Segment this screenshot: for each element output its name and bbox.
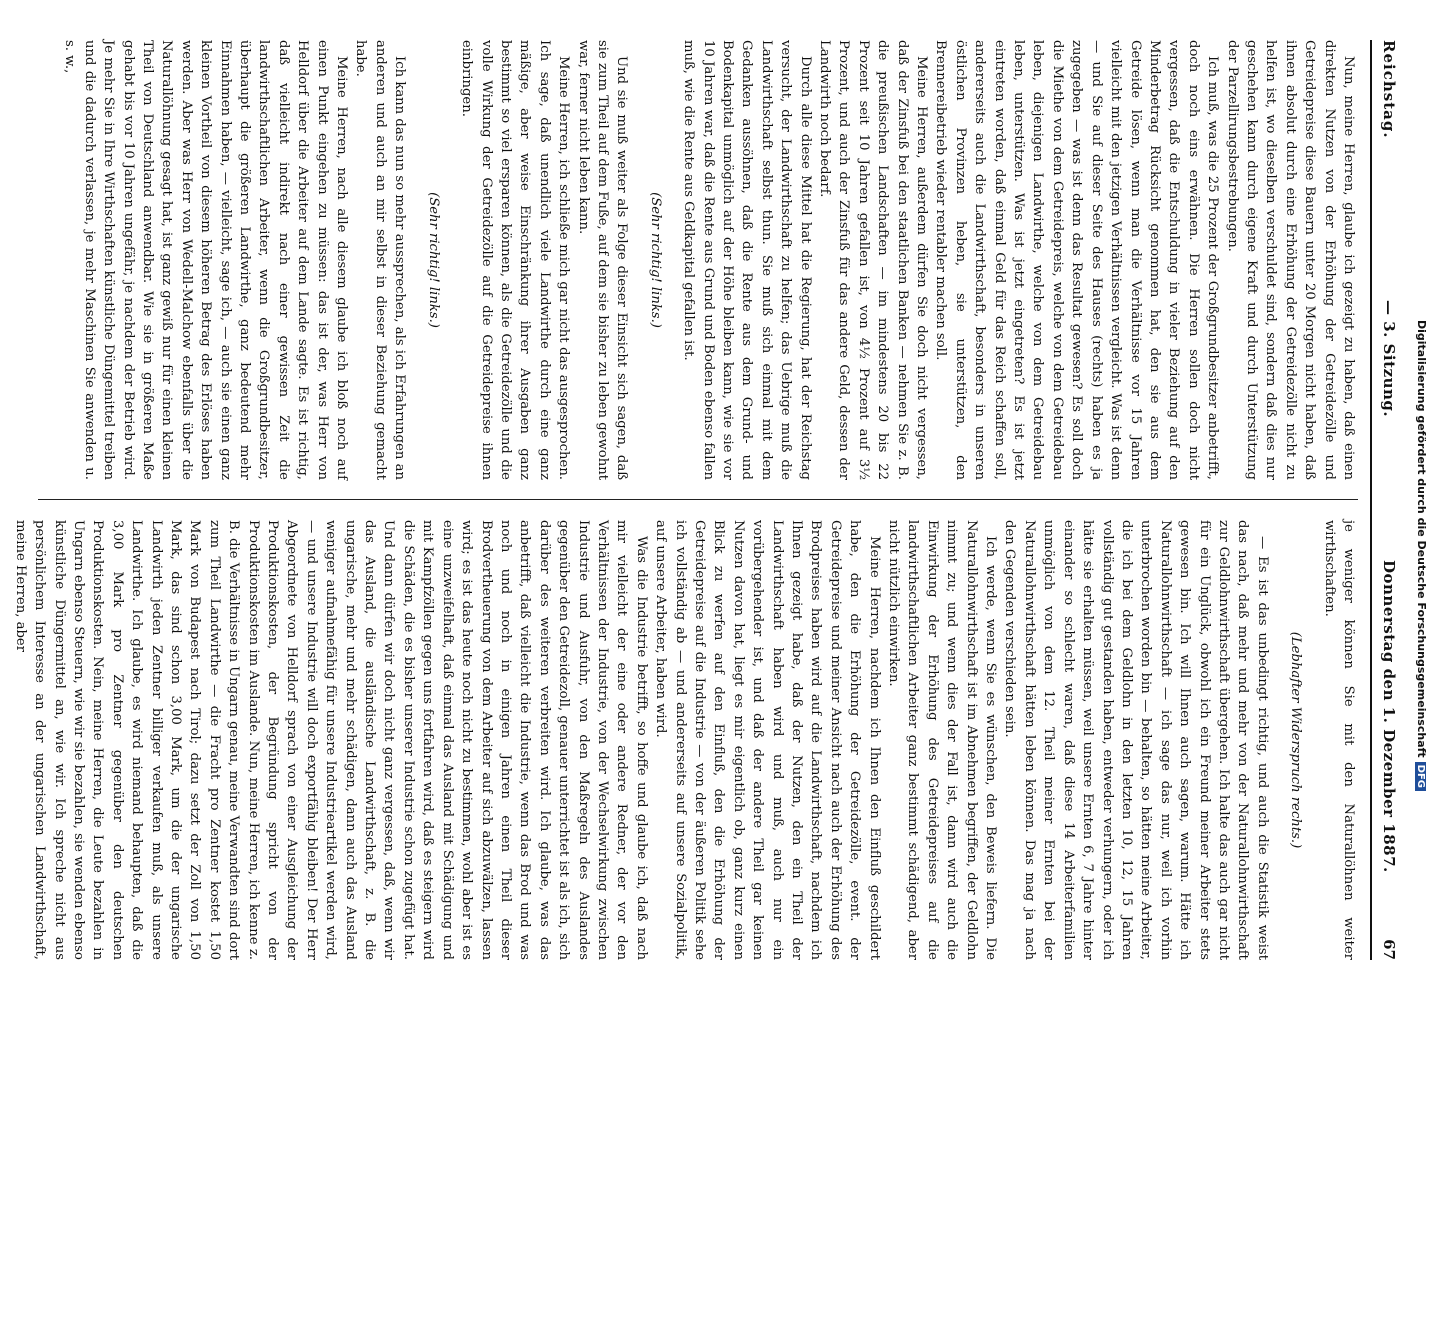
interjection: (Lebhafter Widerspruch rechts.)	[1288, 631, 1304, 849]
paragraph: Durch alle diese Mittel hat die Regierung, hat der Reichstag versucht, der Landwirthschaft zu helfen; das Uebrige muß die Landwirthschaft selbst thun. Sie muß sich einmal mit dem Gedanken aussöhnen, daß die Rente aus dem Grund- und Bodenkapital unmöglich auf der Höhe bleiben kann, wie sie vor 10 Jahren war, daß die Rente aus Grund und Boden ebenso fallen muß, wie die Rente aus Geldkapital gefallen ist.	[681, 40, 813, 480]
paragraph: Nun, meine Herren, glaube ich gezeigt zu haben, daß einen direkten Nutzen von der Erhöhung der Getreidezölle und Getreidepreise diese Bauern unter 20 Morgen nicht haben, daß ihnen absolut durch eine Erhöhung der Getreidezölle nicht zu helfen ist, wo dieselben verschuldet sind, sondern daß dies nur geschehen kann durch eigene Kraft und durch Unterstützung der Parzellirungsbestrebungen.	[1224, 40, 1356, 480]
paragraph: Meine Herren, nachdem ich Ihnen den Einfluß geschildert habe, den die Erhöhung der Getreidezölle, event. der Getreidepreise und meiner Ansicht nach auch der Erhöhung des Brodpreises haben wird auf die Landwirthschaft, nachdem ich Ihnen gezeigt habe, daß der Nutzen, den ein Theil der Landwirthschaft haben wird und muß, auch nur ein vorübergehender ist, und daß der andere Theil gar keinen Nutzen davon hat, liegt es mir eigentlich ob, ganz kurz einen Blick zu werfen auf den Einfluß, den die Erhöhung der Getreidepreise auf die Industrie — von der äußeren Politik sehe ich vollständig ab — und andererseits auf unsere Sozialpolitik, auf unsere Arbeiter, haben wird.	[653, 520, 882, 960]
digitization-credit	[1406, 320, 1428, 1320]
paragraph: Meine Herren, außerdem dürfen Sie doch nicht vergessen, daß der Zinsfuß bei den staatlichen Banken — nehmen Sie z. B. die preußischen Landschaften — im mindestens 20 bis 22 Prozent seit 10 Jahren gefallen ist, von 4½ Prozent auf 3½ Prozent, und auch der Zinsfuß für das andere Geld, dessen der Landwirth noch bedarf.	[817, 40, 930, 480]
paragraph: Ich kann das nun so mehr aussprechen, als ich Erfahrungen an anderen und auch an mir selbst in dieser Beziehung gemacht habe.	[353, 40, 408, 480]
sidebar-credit	[1410, 0, 1432, 1000]
header-date: Donnerstag den 1. Dezember 1887.	[1380, 560, 1398, 873]
paragraph: Was die Industrie betrifft, so hoffe und glaube ich, daß nach mir vielleicht der eine oder andere Redner, der vor den Verhältnissen der Industrie, von der Wechselwirkung zwischen Industrie und Ausfuhr, von den Maßregeln des Auslandes gegenüber den Getreidezoll, genauer unterrichtet ist als ich, sich darüber des weiteren verbreiten wird. Ich glaube, was das anbetrifft, daß vielleicht die Industrie, wenn das Brod und was noch und noch in einigen Jahren einen Theil dieser Brodvertheuerung von dem Arbeiter auf sich abzuwälzen, lassen wird; es ist das heute noch nicht zu bestimmen, wohl aber ist es eine unzweifelhaft, daß einmal das Ausland mit Schädigung und mit Kampfzöllen gegen uns fortfahren wird, daß es steigern wird die Schäden, die es bisher unserer Industrie schon zugefügt hat. Und dann dürfen wir doch nicht ganz vergessen, daß, wenn wir das Ausland, die ausländische Landwirthschaft, z. B. die ungarische, mehr und mehr schädigen, dann auch das Ausland weniger aufnahmefähig für unsere Industrieartikel werden wird, — und unsere Industrie will doch exportfähig bleiben! Der Herr Abgeordnete von Helldorf sprach von einer Ausgleichung der Produktionskosten, der Begründung spricht von der Produktionskosten im Auslande. Nun, meine Herren, ich kenne z. B. die Verhältnisse in Ungarn genau, meine Verwandten sind dort zum Theil Landwirthe — die Fracht pro Zentner kostet 1,50 Mark von Budapest nach Tirol; dazu setzt der Zoll von 1,50 Mark, das sind schon 3,00 Mark, um die der ungarische Landwirth jeden Zentner billiger verkaufen muß, als unsere Landwirthe. Ich glaube, es wird niemand behaupten, daß die 3,00 Mark pro Zentner gegenüber den deutschen Produktionskosten. Nein, meine Herren, die Leute bezahlen in Ungarn ebenso Steuern, wie wir sie bezahlen, sie wenden ebenso künstliche Düngermittel an, wie wir. Ich spreche nicht aus persönlichem Interesse an der ungarischen Landwirthschaft, meine Herren, aber	[12, 520, 649, 960]
paragraph: je weniger können Sie mit den Naturallöhnen weiter wirthschaften.	[1321, 520, 1356, 960]
header-session: — 3. Sitzung.	[1380, 300, 1398, 418]
paragraph: Und sie muß weiter als Folge dieser Einsicht sich sagen, daß sie zum Theil auf dem Fuße, auf dem sie bisher zu leben gewohnt war, ferner nicht leben kann.	[575, 40, 630, 480]
interjection: (Sehr richtig! links.)	[425, 192, 441, 328]
dfg-logo: DFG	[1415, 762, 1426, 791]
text-column-left	[28, 40, 1358, 480]
paragraph: — Es ist das unbedingt richtig, und auch die Statistik weist das nach, daß mehr und mehr von der Naturallohnwirthschaft zur Geldlohnwirthschaft übergehen. Ich halte das auch gar nicht für ein Unglück, obwohl ich ein Freund meiner Arbeiter stets gewesen bin. Ich will Ihnen auch sagen, warum. Hätte ich Naturallohnwirthschaft — ich sage das nur, weil ich vorhin unterbrochen worden bin — behalten, so hätten meine Arbeiter, die ich bei dem Geldlohn in den letzten 10, 12, 15 Jahren vollständig gut gestanden haben, entweder verhungern, oder ich hätte sie erhalten müssen, weil unsere Ernten 6, 7 Jahre hinter einander so schlecht waren, daß diese 14 Arbeiterfamilien unmöglich von dem 12. Theil meiner Ernten bei der Naturallohnwirthschaft hätten leben können. Das mag ja nach den Gegenden verschieden sein.	[1002, 520, 1270, 960]
page-number: 67	[1380, 939, 1398, 960]
paragraph: Ich muß, was die 25 Prozent der Großgrundbesitzer anbetrifft, doch noch eins erwähnen. Die Herren sollen doch nicht vergessen, daß die Entschuldung in vieler Beziehung auf den Minderbetrag Rücksicht genommen hat, den sie aus dem Getreide lösen, wenn man die Verhältnisse vor 15 Jahren vielleicht mit den jetzigen Verhältnissen vergleicht. Was ist denn — und Sie auf dieser Seite des Hauses (rechts) haben es ja zugegeben — was ist denn das Resultat gewesen? Es soll doch die Miethe von dem Getreidepreis, welche von dem Getreidebau leben, diejenigen Landwirthe, welche von dem Getreidebau leben, unterstützen. Was ist jetzt eingetreten? Es ist jetzt eintreten worden, daß einmal Geld für das Reich schaffen soll, andererseits auch die Landwirthschaft, besonders in unseren östlichen Provinzen heben, sie unterstützen, den Brennereibetrieb wieder rentabler machen soll.	[933, 40, 1221, 480]
credit-text: Digitalisierung gefördert durch die Deutsche Forschungsgemeinschaft	[1415, 320, 1428, 758]
paragraph: Ich werde, wenn Sie es wünschen, den Beweis liefern. Die Naturallohnwirthschaft ist im Abnehmen begriffen, der Geldlohn nimmt zu; und wenn dies der Fall ist, dann wird auch die Einwirkung der Erhöhung des Getreidepreises auf die landwirthschaftlichen Arbeiter ganz bestimmt schädigend, aber nicht nützlich einwirken.	[886, 520, 999, 960]
interjection: (Sehr richtig! links.)	[647, 192, 663, 328]
paragraph: Meine Herren, nach alle diesem glaube ich bloß noch auf einen Punkt eingehen zu müssen: das ist der, was Herr von Helldorf über die Arbeiter auf dem Lande sagte. Es ist richtig, daß vielleicht indirekt nach einer gewissen Zeit die landwirthschaftlichen Arbeiter, wenn die Großgrundbesitzer, überhaupt die größeren Landwirthe, ganz bedeutend mehr Einnahmen haben, — vielleicht, sage ich, — auch sie einen ganz kleinen Vortheil von diesem höheren Betrag des Erlöses haben werden. Aber was Herr von Wedell-Malchow ebenfalls über die Naturallöhnung gesagt hat, ist ganz gewiß nur für einen kleinen Theil von Deutschland anwendbar. Wie sie in größeren Maße gehabt bis vor 10 Jahren ungefähr, je nachdem der Betrieb wird. Je mehr Sie in Ihre Wirthschaften künstliche Düngemittel treiben und die dadurch verlassen, je mehr Maschinen Sie anwenden u. s. w.,	[62, 40, 350, 480]
paragraph: Meine Herren, ich schließe mich gar nicht das ausgesprochen. Ich sage, daß unendlich viele Landwirthe durch eine ganz mäßige, aber weise Einschränkung ihrer Ausgaben ganz bestimmt so viel ersparen können, als die Getreidezölle und die volle Wirkung der Getreidezölle auf die Getreidepreise ihnen einbringen.	[459, 40, 572, 480]
text-column-right	[12, 520, 1358, 960]
header-title: Reichstag.	[1380, 40, 1398, 139]
page-header	[1370, 40, 1402, 960]
column-divider	[38, 499, 1358, 500]
